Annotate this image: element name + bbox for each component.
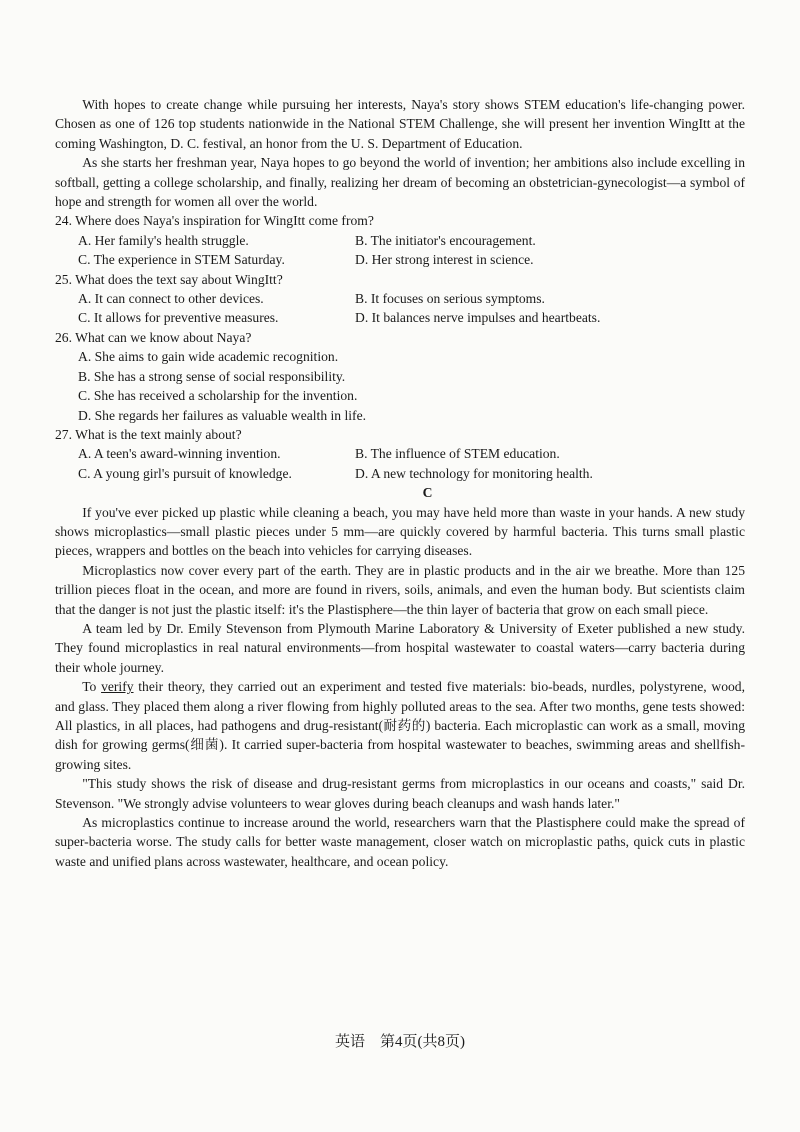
page-footer: 英语 第4页(共8页) (335, 1034, 465, 1050)
option-d: D. It balances nerve impulses and heartbeats. (355, 310, 601, 326)
passage-c-paragraph: Microplastics now cover every part of the earth. They are in plastic products and in the air we breathe. More than 125 trillion pieces float in the ocean, and more are found in rivers, soils, animals, and even the human body. But scientists claim that the danger is not just the plastic itself: it's the Plastisphere—the thin layer of bacteria that grow on each small piece. (55, 562, 745, 617)
section-heading: C (422, 485, 433, 501)
question-27 (55, 425, 745, 483)
passage-c-paragraph: "This study shows the risk of disease and drug-resistant germs from microplastics in our oceans and coasts," said Dr. Stevenson. "We strongly advise volunteers to wear gloves during beach cleanups and wash hands later." (55, 776, 745, 811)
option-a: A. A teen's award-winning invention. (78, 446, 281, 462)
option-b: B. The initiator's encouragement. (355, 232, 536, 248)
option-c: C. The experience in STEM Saturday. (78, 252, 285, 268)
option-a: A. She aims to gain wide academic recognition. (78, 349, 339, 365)
option-d: D. She regards her failures as valuable wealth in life. (78, 407, 367, 423)
passage-c-paragraph (55, 677, 745, 774)
paragraph-text: their theory, they carried out an experiment and tested five materials: bio-beads, nurdles, polystyrene, wood, and glass. They placed them along a river flowing from highly polluted areas to the sea. After two months, gene tests showed: All plastics, in all places, had pathogens and drug-resistant(耐药的) bacteria. Each microplastic can work as a small, moving dish for growing germs(细菌). It carried super-bacteria from hospital wastewater to beaches, swimming areas and shellfish-growing sites. (55, 679, 745, 772)
page-content (55, 95, 745, 871)
passage-c-paragraph: As microplastics continue to increase around the world, researchers warn that the Plastisphere could make the spread of super-bacteria worse. The study calls for better waste management, closer watch on microplastic paths, quick cuts in plastic waste and unified plans across wastewater, healthcare, and ocean policy. (55, 815, 745, 869)
paragraph-text: To (82, 679, 102, 695)
passage-b-paragraph: With hopes to create change while pursuing her interests, Naya's story shows STEM education's life-changing power. Chosen as one of 126 top students nationwide in the National STEM Challenge, she will present her invention WingItt at the coming Washington, D. C. festival, an honor from the U. S. Department of Education. (55, 97, 745, 151)
question-24 (55, 211, 745, 269)
question-26 (55, 328, 745, 425)
question-options (55, 347, 745, 425)
question-options (55, 444, 745, 483)
option-c: C. A young girl's pursuit of knowledge. (78, 465, 292, 481)
option-a: A. It can connect to other devices. (78, 291, 264, 307)
passage-c-paragraph: If you've ever picked up plastic while cleaning a beach, you may have held more than waste in your hands. A new study shows microplastics—small plastic pieces under 5 mm—are quickly covered by harmful bacteria. This turns small plastic pieces, wrappers and bottles on the beach into vehicles for carrying diseases. (55, 504, 745, 559)
question-options (55, 231, 745, 270)
underlined-word: verify (101, 679, 134, 695)
passage-b-paragraph: As she starts her freshman year, Naya hopes to go beyond the world of invention; her ambitions also include excelling in softball, getting a college scholarship, and finally, realizing her dream of becoming an obstetrician-gynecologist—a symbol of hope and strength for women all over the world. (55, 155, 745, 210)
option-c: C. It allows for preventive measures. (78, 310, 279, 326)
option-b: B. The influence of STEM education. (355, 446, 560, 462)
question-stem: 26. What can we know about Naya? (55, 329, 252, 345)
question-stem: 24. Where does Naya's inspiration for WingItt come from? (55, 213, 374, 229)
option-b: B. She has a strong sense of social responsibility. (78, 368, 346, 384)
question-stem: 27. What is the text mainly about? (55, 426, 242, 442)
passage-c-paragraph: A team led by Dr. Emily Stevenson from Plymouth Marine Laboratory & University of Exeter published a new study. They found microplastics in real natural environments—from hospital wastewater to coastal waters—carry bacteria during their whole journey. (55, 620, 745, 675)
question-25 (55, 270, 745, 328)
option-c: C. She has received a scholarship for the invention. (78, 388, 358, 404)
question-options (55, 289, 745, 328)
question-stem: 25. What does the text say about WingItt? (55, 271, 283, 287)
option-d: D. A new technology for monitoring health. (355, 465, 593, 481)
option-a: A. Her family's health struggle. (78, 232, 249, 248)
option-d: D. Her strong interest in science. (355, 252, 534, 268)
option-b: B. It focuses on serious symptoms. (355, 291, 545, 307)
